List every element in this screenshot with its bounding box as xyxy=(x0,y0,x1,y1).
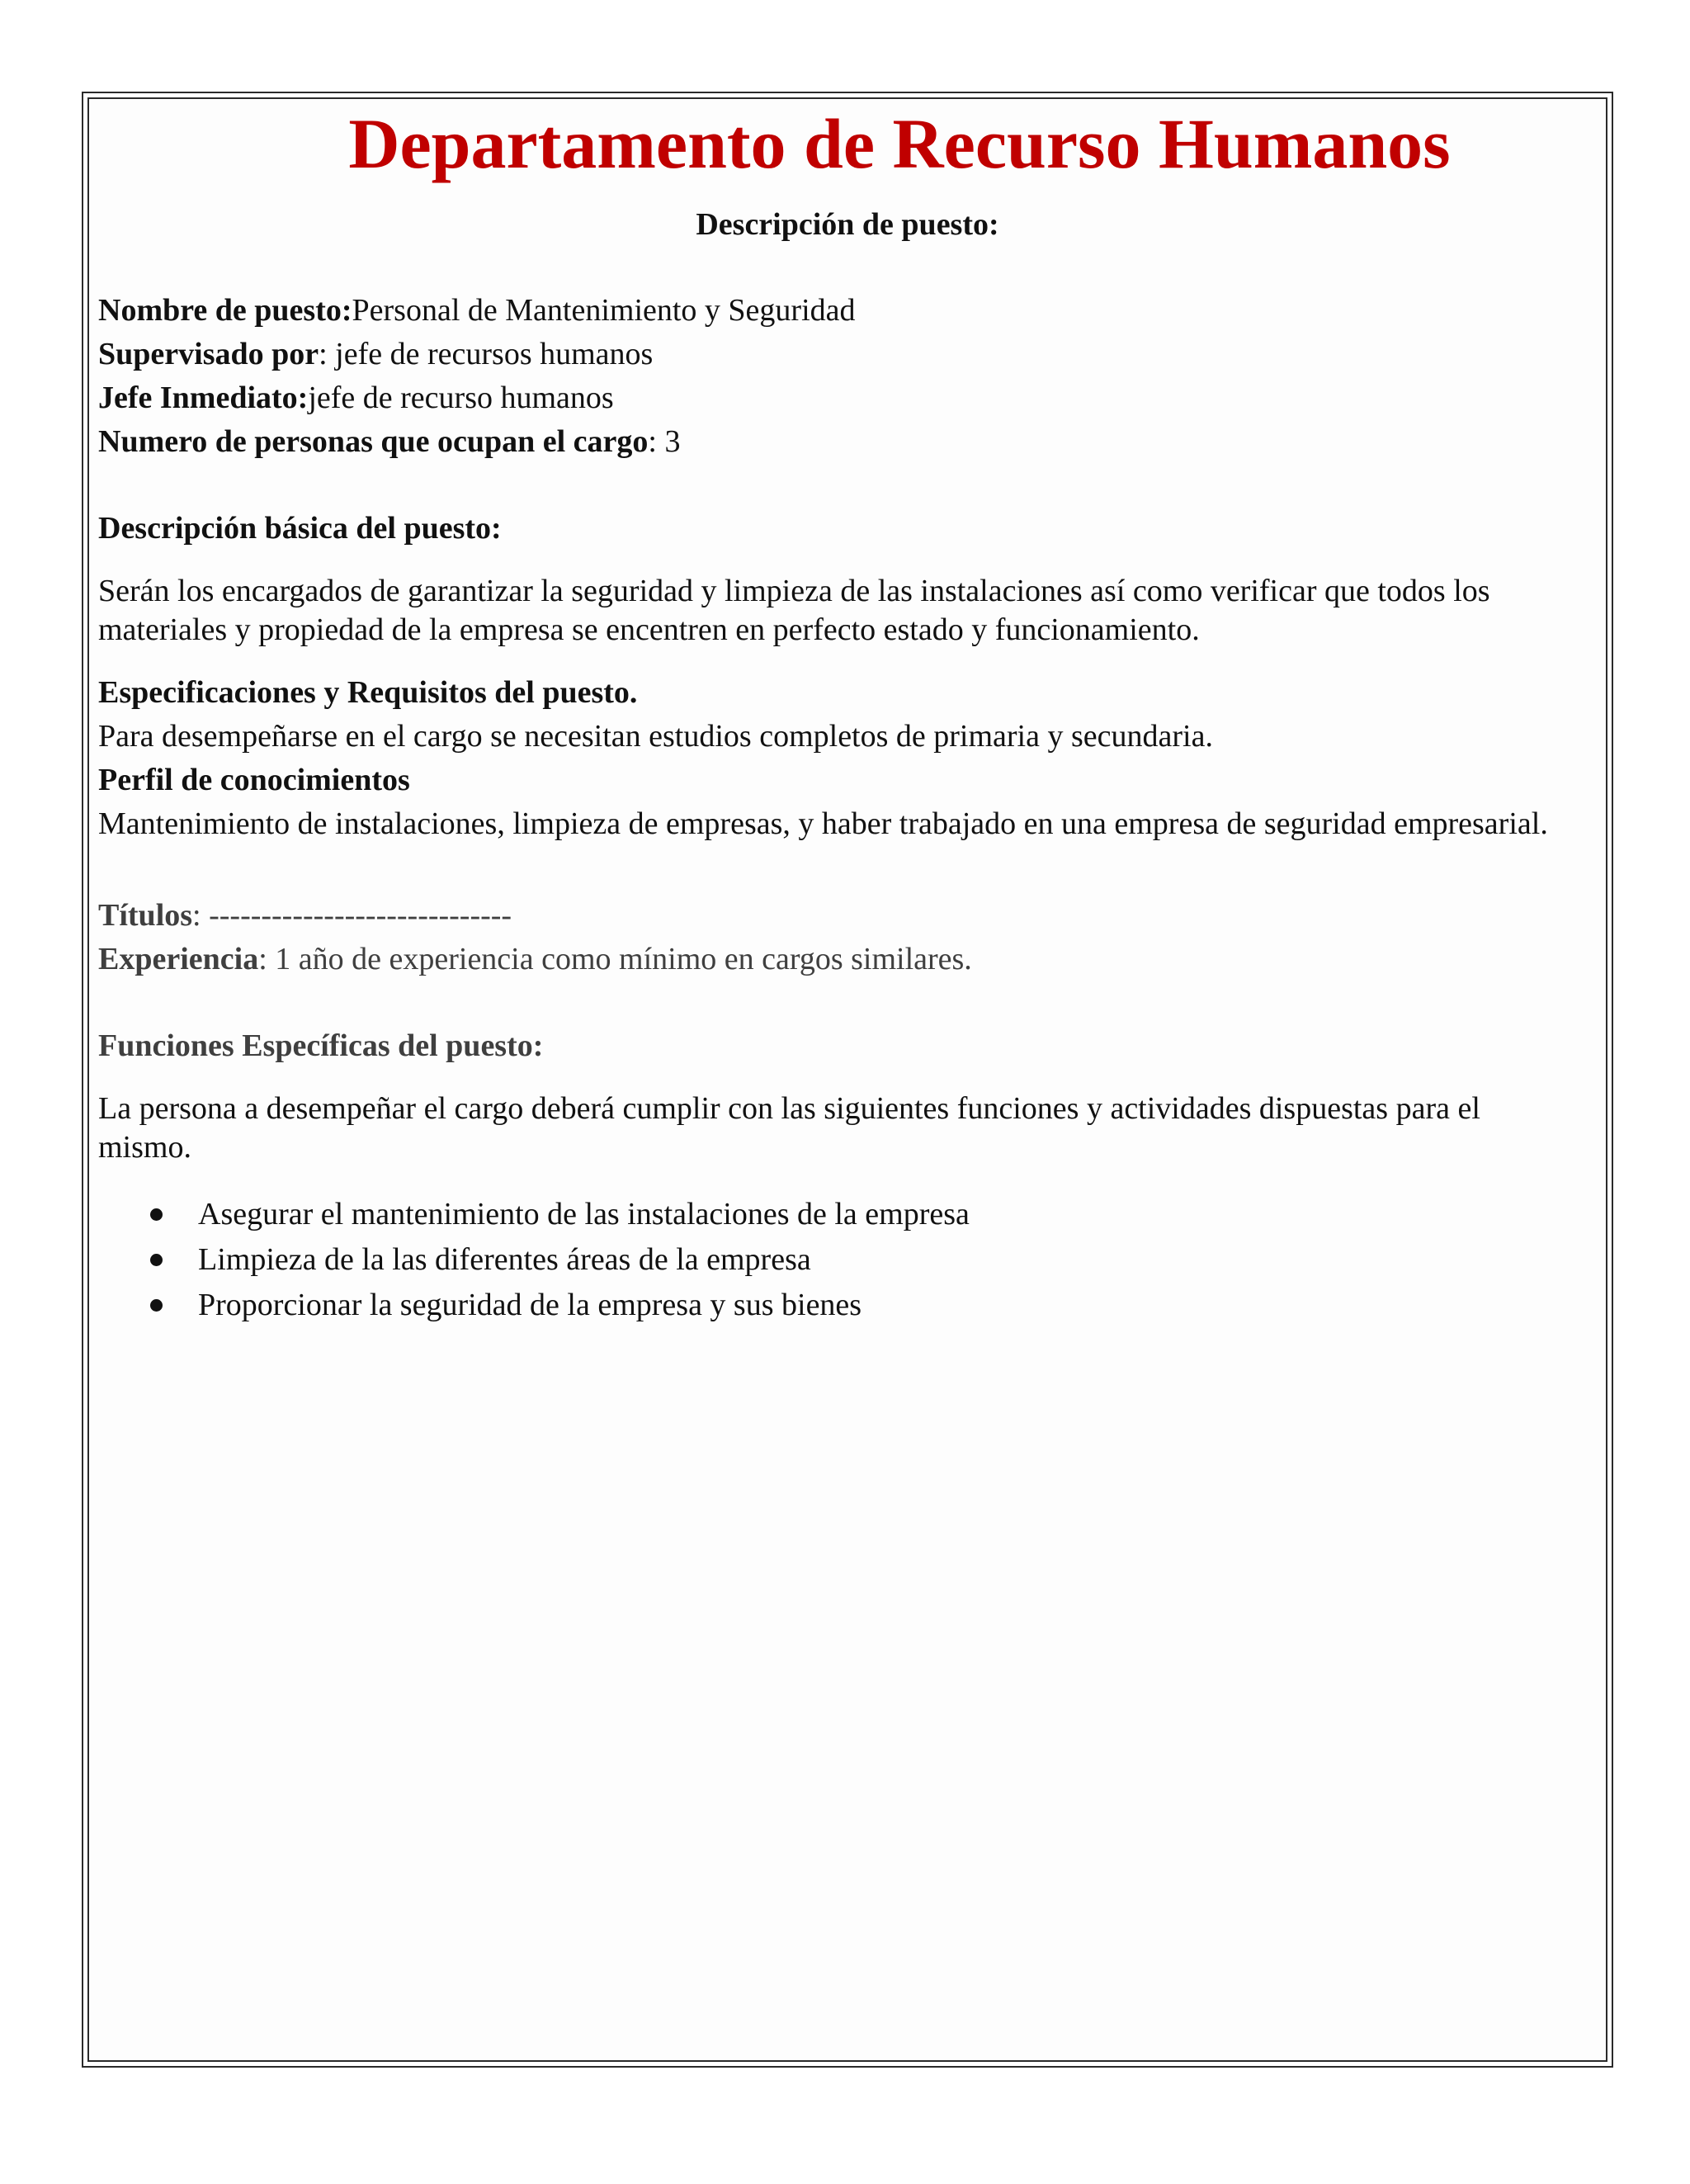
field-jefe-value: jefe de recurso humanos xyxy=(308,381,614,415)
especificaciones-heading: Especificaciones y Requisitos del puesto. xyxy=(98,675,638,710)
bullet-icon xyxy=(150,1254,163,1266)
field-jefe-label: Jefe Inmediato: xyxy=(98,381,309,415)
bullet-icon xyxy=(150,1208,163,1221)
field-numero-value: : 3 xyxy=(648,424,681,459)
field-nombre-value: Personal de Mantenimiento y Seguridad xyxy=(352,293,856,328)
list-item: Asegurar el mantenimiento de las instalaciones de la empresa xyxy=(98,1192,1575,1237)
document-subtitle: Descripción de puesto: xyxy=(696,207,999,242)
funciones-heading: Funciones Específicas del puesto: xyxy=(98,1028,544,1063)
funciones-list xyxy=(98,1192,1575,1328)
titulos-value: : ----------------------------- xyxy=(192,898,512,933)
field-supervisado xyxy=(98,333,1575,376)
descripcion-heading: Descripción básica del puesto: xyxy=(98,511,502,546)
field-jefe xyxy=(98,376,1575,420)
funciones-intro: La persona a desempeñar el cargo deberá cumplir con las siguientes funciones y actividades dispuestas para el mismo. xyxy=(98,1091,1480,1165)
descripcion-text: Serán los encargados de garantizar la seguridad y limpieza de las instalaciones así como verificar que todos los materiales y propiedad de la empresa se encentren en perfecto estado y funcionamiento. xyxy=(98,574,1490,647)
field-nombre xyxy=(98,289,1575,333)
document-body xyxy=(98,289,1575,1328)
field-numero-label: Numero de personas que ocupan el cargo xyxy=(98,424,649,459)
experiencia-value: : 1 año de experiencia como mínimo en cargos similares. xyxy=(258,942,972,976)
field-experiencia xyxy=(98,938,1575,981)
field-supervisado-value: : jefe de recursos humanos xyxy=(319,337,654,371)
field-nombre-label: Nombre de puesto: xyxy=(98,293,352,328)
especificaciones-text: Para desempeñarse en el cargo se necesitan estudios completos de primaria y secundaria. xyxy=(98,719,1213,754)
titulos-label: Títulos xyxy=(98,898,193,933)
field-numero xyxy=(98,420,1575,464)
field-titulos xyxy=(98,894,1575,938)
perfil-heading: Perfil de conocimientos xyxy=(98,763,410,797)
document-title: Departamento de Recurso Humanos xyxy=(348,104,1451,183)
perfil-text: Mantenimiento de instalaciones, limpieza de empresas, y haber trabajado en una empresa de seguridad empresarial. xyxy=(98,806,1548,841)
list-item: Proporcionar la seguridad de la empresa y sus bienes xyxy=(98,1283,1575,1328)
experiencia-label: Experiencia xyxy=(98,942,259,976)
bullet-icon xyxy=(150,1299,163,1312)
field-supervisado-label: Supervisado por xyxy=(98,337,319,371)
list-item: Limpieza de la las diferentes áreas de la empresa xyxy=(98,1237,1575,1283)
